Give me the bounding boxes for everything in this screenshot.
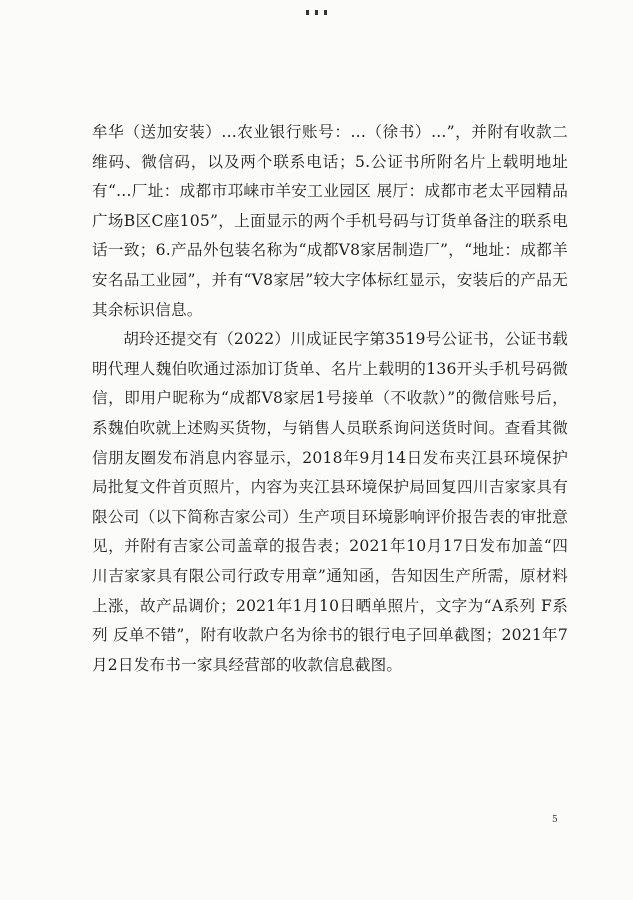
paragraph-notarial-certificate: 胡玲还提交有（2022）川成证民字第3519号公证书，公证书载明代理人魏伯吹通过添加订货单、名片上载明的136开头手机号码微信，即用户昵称为“成都V8家居1号接单（不收款）”的微信账号后，系魏伯吹就上述购买货物，与销售人员联系询问送货时间。查看其微信朋友圈发布消息内容显示，2018年9月14日发布夹江县环境保护局批复文件首页照片，内容为夹江县环境保护局回复四川吉家家具有限公司（以下简称吉家公司）生产项目环境影响评价报告表的审批意见，并附有吉家公司盖章的报告表；2021年10月17日发布加盖“四川吉家家具有限公司行政专用章”通知函，告知因生产所需，原材料上涨，故产品调价；2021年1月10日晒单照片，文字为“A系列 F系列 反单不错”，附有收款户名为徐书的银行电子回单截图；2021年7月2日发布书一家具经营部的收款信息截图。 [92, 330, 568, 674]
binding-mark [315, 10, 318, 15]
paragraph-continuation: 牟华（送加安装）...农业银行账号：...（徐书）...”，并附有收款二维码、微信码，以及两个联系电话；5.公证书所附名片上载明地址有“...厂址：成都市邛崃市羊安工业园区 展厅：成都市老太平园精品广场B区C座105”，上面显示的两个手机号码与订货单备注的联系电话一致；6.产品外包装名称为“成都V8家居制造厂”，“地址：成都羊安名品工业园”，并有“V8家居”较大字体标红显示，安装后的产品无其余标识信息。 [92, 123, 568, 319]
document-body [92, 118, 568, 680]
binding-marks [306, 0, 336, 6]
binding-mark [306, 10, 309, 15]
page-number: 5 [552, 815, 558, 825]
binding-mark [324, 10, 327, 15]
